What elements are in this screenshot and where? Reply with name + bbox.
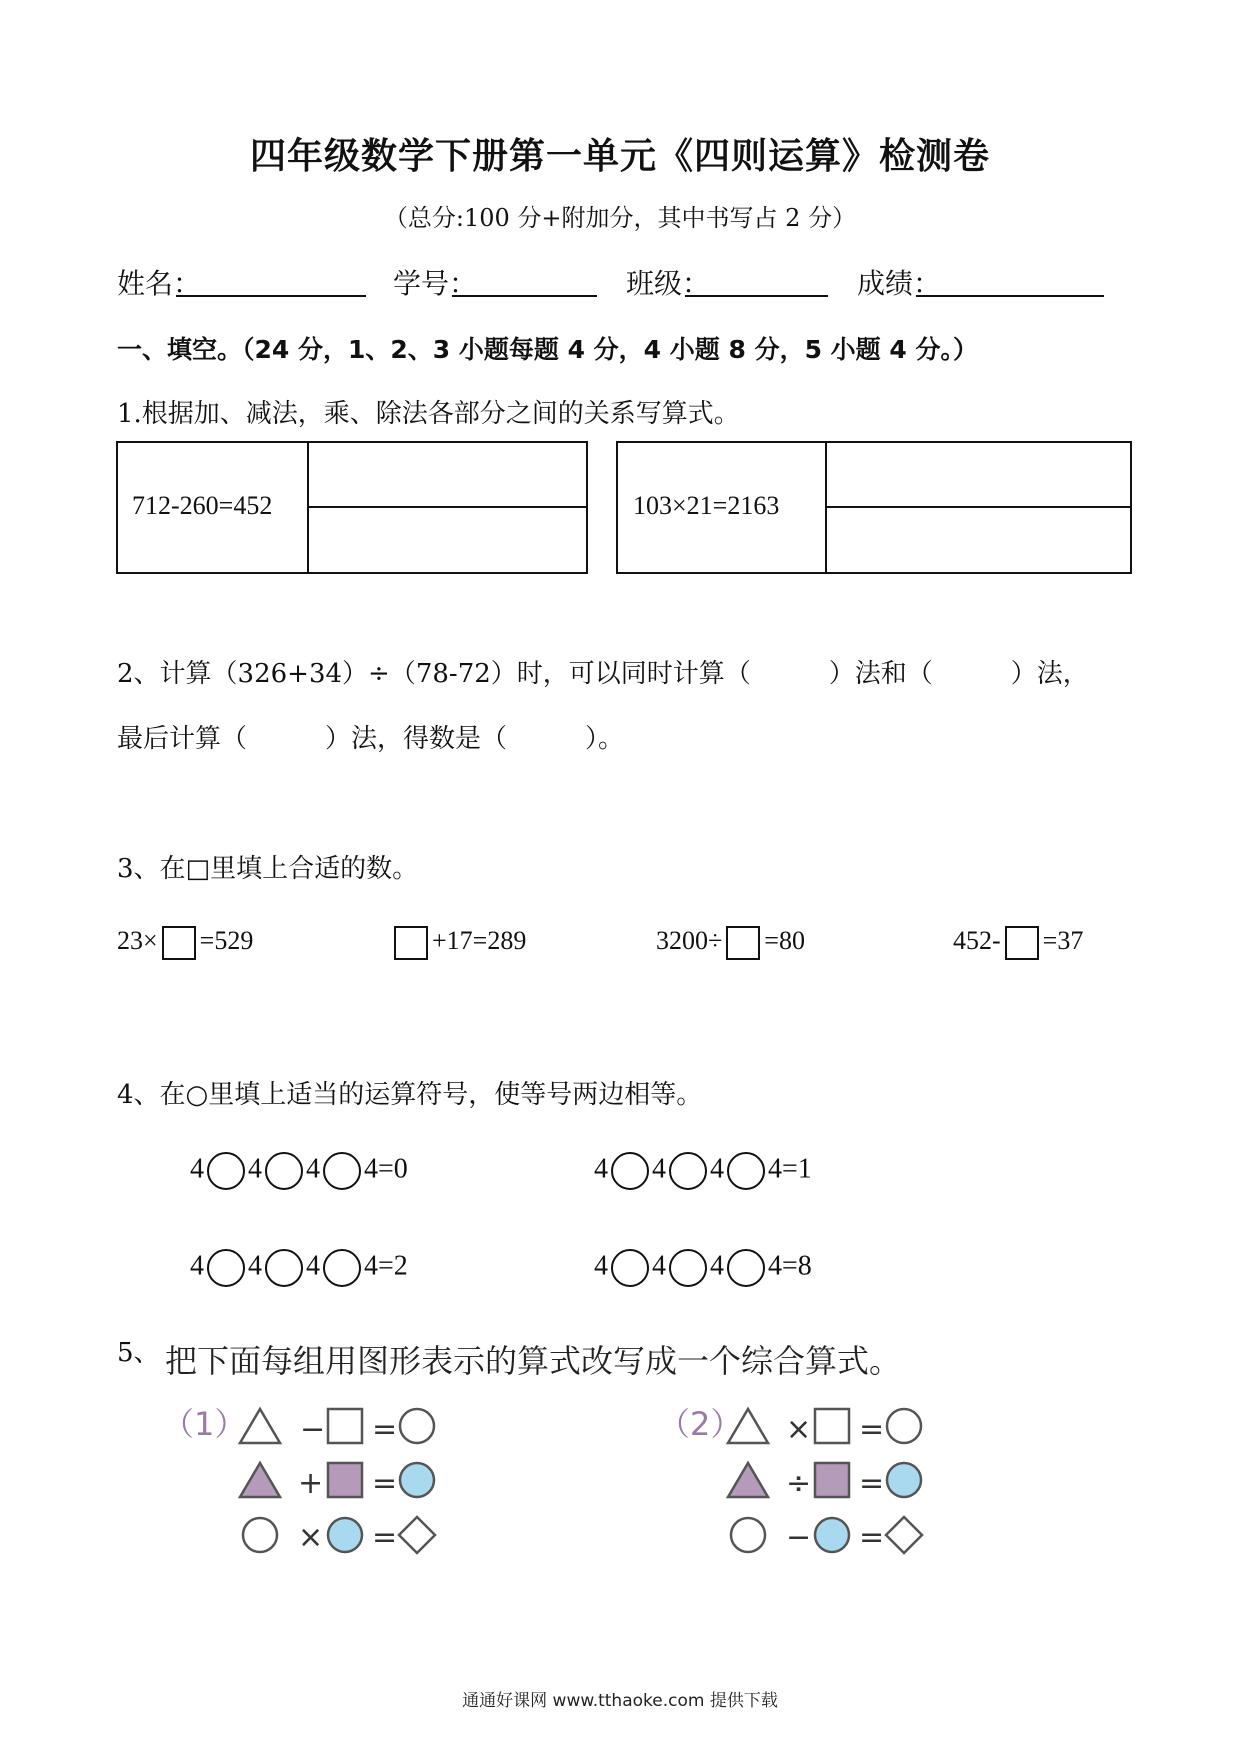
q1-equation-2: 103×21=2163 [633,491,780,520]
q4-circle-3-2[interactable] [265,1249,303,1287]
q4-equation-2 [594,1152,812,1190]
q1-row-divider-right [825,506,1132,508]
digit: 4 [364,1250,378,1282]
q3-item-1 [117,926,253,960]
circle-icon [731,1518,765,1552]
question-2-line-2: 最后计算（ ）法，得数是（ ）。 [117,724,625,754]
q4-circle-2-2[interactable] [669,1152,707,1190]
q4-equation-4 [594,1249,812,1287]
q4-circle-2-1[interactable] [611,1152,649,1190]
q5-op-1-2: + [298,1466,324,1501]
q1-answer-1b[interactable] [310,510,585,570]
question-4-text: 4、在○里填上适当的运算符号，使等号两边相等。 [117,1080,703,1110]
q5-shape-equations [150,1395,1090,1570]
q5-group-1 [240,1409,435,1555]
q3-item-4 [953,926,1083,960]
filled-circle-icon [328,1518,362,1552]
eq: = [372,1412,398,1447]
circle-icon [400,1409,434,1443]
q4-circle-1-3[interactable] [323,1152,361,1190]
digit: 4 [306,1250,320,1282]
eq: = [372,1520,398,1555]
digit: 4 [710,1250,724,1282]
digit: 4 [306,1153,320,1185]
q1-answer-2b[interactable] [828,510,1128,570]
digit: 4 [364,1153,378,1185]
q3-item-4-pre: 452- [953,926,1001,955]
digit: 4 [594,1250,608,1282]
filled-circle-icon [815,1518,849,1552]
q3-blank-4[interactable] [1005,926,1039,960]
q3-blank-1[interactable] [162,926,196,960]
q4-result-2: =1 [782,1153,812,1185]
eq: = [859,1520,885,1555]
circle-icon [887,1409,921,1443]
digit: 4 [768,1250,782,1282]
filled-triangle-icon [728,1463,768,1497]
q4-result-3: =2 [378,1250,408,1282]
page-subtitle: （总分:100 分+附加分，其中书写占 2 分） [383,204,857,232]
number-blank[interactable] [452,295,597,297]
page-title: 四年级数学下册第一单元《四则运算》检测卷 [249,136,990,177]
filled-circle-icon [887,1463,921,1497]
digit: 4 [710,1153,724,1185]
q4-circle-4-3[interactable] [727,1249,765,1287]
q3-item-3 [656,926,805,960]
q4-equation-1 [190,1152,408,1190]
q4-circle-4-1[interactable] [611,1249,649,1287]
digit: 4 [190,1250,204,1282]
footer-credit: 通通好课网 www.tthaoke.com 提供下载 [462,1691,778,1711]
digit: 4 [652,1250,666,1282]
q1-equation-1: 712-260=452 [132,491,273,520]
digit: 4 [248,1153,262,1185]
q4-circle-2-3[interactable] [727,1152,765,1190]
filled-square-icon [328,1463,362,1497]
digit: 4 [190,1153,204,1185]
eq: = [372,1466,398,1501]
q3-item-1-pre: 23× [117,926,158,955]
q1-answer-2a[interactable] [828,444,1128,504]
q3-item-2 [390,926,526,960]
q5-op-1-1: − [300,1412,326,1447]
q3-item-4-post: =37 [1042,926,1084,955]
q4-circle-4-2[interactable] [669,1249,707,1287]
q1-row-divider-left [307,506,588,508]
q3-blank-2[interactable] [394,926,428,960]
q5-op-2-3: − [786,1520,812,1555]
diamond-icon [399,1517,435,1553]
q3-item-3-post: =80 [764,926,805,955]
q4-circle-3-1[interactable] [207,1249,245,1287]
name-label: 姓名： [117,267,202,300]
q4-result-1: =0 [378,1153,408,1185]
class-label: 班级： [626,267,711,300]
q4-circle-1-1[interactable] [207,1152,245,1190]
q3-item-2-post: +17=289 [432,926,527,955]
score-blank[interactable] [916,295,1104,297]
filled-triangle-icon [240,1463,280,1497]
eq: = [859,1412,885,1447]
square-icon [328,1409,362,1443]
q5-op-2-2: ÷ [786,1466,812,1501]
score-label: 成绩： [857,267,942,300]
name-blank[interactable] [176,295,366,297]
question-5-text: 把下面每组用图形表示的算式改写成一个综合算式。 [165,1342,902,1380]
q1-answer-1a[interactable] [310,444,585,504]
q4-equation-3 [190,1249,408,1287]
section-heading: 一、填空。（24 分，1、2、3 小题每题 4 分，4 小题 8 分，5 小题 4 分。） [117,335,978,364]
digit: 4 [768,1153,782,1185]
q5-op-1-3: × [298,1520,324,1555]
eq: = [859,1466,885,1501]
digit: 4 [248,1250,262,1282]
q5-group-2 [728,1409,922,1555]
filled-circle-icon [400,1463,434,1497]
q5-group-1-label: （1） [162,1405,247,1443]
q4-circle-3-3[interactable] [323,1249,361,1287]
circle-icon [243,1518,277,1552]
class-blank[interactable] [685,295,828,297]
q4-circle-1-2[interactable] [265,1152,303,1190]
question-2-line-1: 2、计算（326+34）÷（78-72）时，可以同时计算（ ）法和（ ）法， [117,659,1089,689]
q3-item-3-pre: 3200÷ [656,926,723,955]
digit: 4 [652,1153,666,1185]
square-icon [815,1409,849,1443]
diamond-icon [886,1517,922,1553]
number-label: 学号： [393,267,478,300]
q5-op-2-1: × [786,1412,812,1447]
question-3-text: 3、在□里填上合适的数。 [117,854,419,884]
q3-item-1-post: =529 [199,926,254,955]
q3-blank-3[interactable] [726,926,760,960]
filled-square-icon [815,1463,849,1497]
question-1-text: 1.根据加、减法，乘、除法各部分之间的关系写算式。 [117,399,740,429]
digit: 4 [594,1153,608,1185]
q5-group-2-label: （2） [658,1405,743,1443]
q4-result-4: =8 [782,1250,812,1282]
question-5-number: 5、 [117,1338,160,1368]
